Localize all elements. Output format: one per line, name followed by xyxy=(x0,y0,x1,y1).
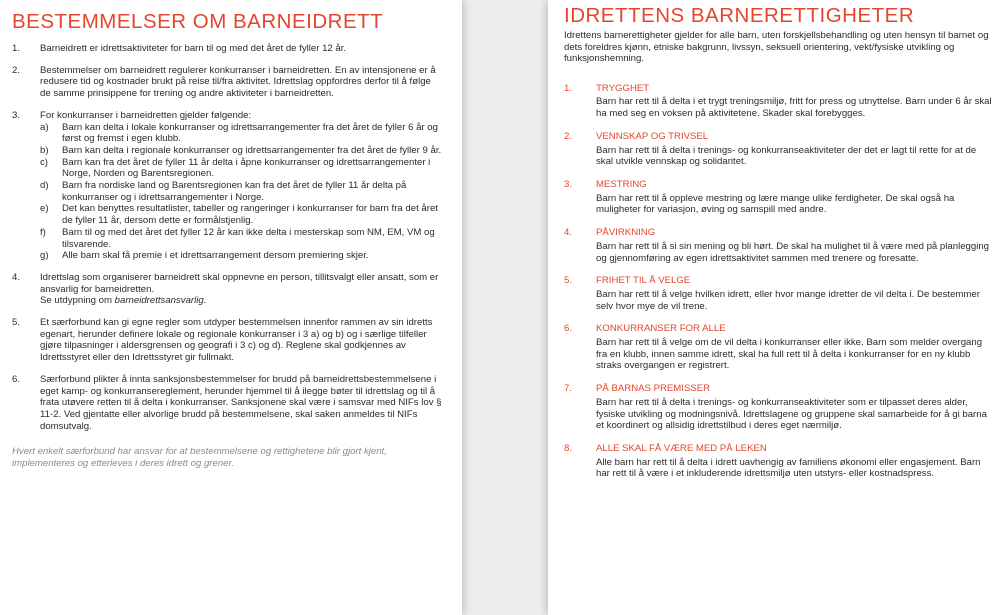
intro-text: Idrettens barnerettigheter gjelder for alle barn, uten forskjellsbehandling og uten hensyn til barnet og dets foreldres kjønn, etniske bakgrunn, livssyn, seksuell orientering, vekt/fysiske utvikling og funksjonshemning. xyxy=(564,30,989,65)
rule-text: Bestemmelser om barneidrett regulerer konkurranser i barneidretten. En av intensjonene er å redusere tid og kostnader brukt på reise til/fra aktivitet. Idrettslag oppfordres derfor til å følge de samme prinsippene for trening og andre aktiviteter i barneidretten. xyxy=(40,64,436,100)
right-item-text: Barn har rett til å delta i trenings- og konkurranseaktiviteter der det er lagt til rette for at de skal utvikle vennskap og solidaritet. xyxy=(596,144,977,168)
right-page-title: IDRETTENS BARNERETTIGHETER xyxy=(564,4,915,27)
sub-text: Det kan benyttes resultatlister, tabeller og rangeringer i konkurranser for barn fra det året de fyller 11 år, dersom dette er formålstjenlig. xyxy=(62,203,438,227)
rule-text: Idrettslag som organiserer barneidrett skal oppnevne en person, tillitsvalgt eller ansatt, som er ansvarlig for barneidretten. xyxy=(40,271,439,295)
rule-text: For konkurranser i barneidretten gjelder følgende: xyxy=(40,109,252,121)
sub-item-b xyxy=(40,145,444,157)
sub-letter: a) xyxy=(40,121,49,133)
barneidrettsansvarlig-link[interactable]: barneidrettsansvarlig. xyxy=(114,295,207,307)
right-item-number: 1. xyxy=(564,82,573,94)
rule-number: 1. xyxy=(12,43,21,54)
right-item-title: FRIHET TIL Å VELGE xyxy=(596,275,691,287)
sub-letter: g) xyxy=(40,250,49,262)
rule-item-5 xyxy=(12,317,444,364)
sub-item-e xyxy=(40,203,444,226)
right-item-number: 8. xyxy=(564,442,573,454)
sub-text: Barn til og med det året det fyller 12 år kan ikke delta i mesterskap som NM, EM, VM og tilsvarende. xyxy=(62,226,435,250)
sub-item-a xyxy=(40,122,444,145)
right-item-3 xyxy=(564,179,993,216)
sub-item-d xyxy=(40,180,444,203)
rule-text: Barneidrett er idrettsaktiviteter for barn til og med det året de fyller 12 år. xyxy=(40,43,347,54)
right-item-number: 7. xyxy=(564,383,573,395)
rule-reference-prefix: Se utdypning om xyxy=(40,295,115,307)
right-item-number: 5. xyxy=(564,275,573,287)
right-item-5 xyxy=(564,275,993,312)
rule-number: 4. xyxy=(12,271,21,283)
right-item-title: VENNSKAP OG TRIVSEL xyxy=(596,130,709,142)
right-item-title: KONKURRANSER FOR ALLE xyxy=(596,323,726,335)
rule-number: 2. xyxy=(12,64,21,76)
sub-letter: d) xyxy=(40,180,49,192)
sub-text: Alle barn skal få premie i et idrettsarrangement dersom premiering skjer. xyxy=(62,250,369,262)
right-item-title: PÅVIRKNING xyxy=(596,227,656,239)
left-page-title: BESTEMMELSER OM BARNEIDRETT xyxy=(12,10,384,33)
rule-number: 6. xyxy=(12,373,21,385)
sub-letter: e) xyxy=(40,203,49,215)
sub-letter: c) xyxy=(40,156,48,168)
right-item-text: Barn har rett til å si sin mening og bli hørt. De skal ha mulighet til å være med på planlegging og gjennomføring av egen idrettsaktivitet sammen med trenere og foresatte. xyxy=(596,240,990,264)
rule-item-1 xyxy=(12,43,444,55)
rule-body xyxy=(40,272,444,307)
sub-letter: f) xyxy=(40,226,46,238)
sub-item-f xyxy=(40,227,444,250)
right-item-number: 3. xyxy=(564,179,573,190)
sub-item-g xyxy=(40,250,444,262)
rule-number: 5. xyxy=(12,317,21,329)
right-page xyxy=(548,0,1005,615)
sub-letter: b) xyxy=(40,144,49,156)
rule-text: Et særforbund kan gi egne regler som utdyper bestemmelsen innenfor rammen av sin idretts egenart, herunder definere lokale og regionale konkurranser i 3 a) og b) og i særlige tilfeller gjøre tilpasninger i aldersgrensen og geografi i 3 c) og d). Reglene skal godkjennes av Idrettsstyret eller den Idrettsstyret gir fullmakt. xyxy=(40,317,433,364)
right-item-6 xyxy=(564,323,993,372)
left-page xyxy=(0,0,462,615)
right-item-2 xyxy=(564,131,993,168)
sub-text: Barn kan delta i regionale konkurranser og idrettsarrangementer fra det året de fyller 9 år. xyxy=(62,144,442,156)
rule-body xyxy=(40,110,444,262)
right-item-text: Barn har rett til å oppleve mestring og lære mange ulike ferdigheter. De skal også ha muligheter for variasjon, øving og samspill med andre. xyxy=(596,192,955,216)
sub-item-c xyxy=(40,157,444,180)
footer-note: Hvert enkelt særforbund har ansvar for at bestemmelsene og rettighetene blir gjort kjent, implementeres og etterleves i deres idrett og grener. xyxy=(12,446,387,470)
rule-item-2 xyxy=(12,65,444,100)
right-item-text: Barn har rett til å delta i trenings- og konkurranseaktiviteter som er tilpasset deres alder, fysiske utvikling og modningsnivå. Idrettslagene og gruppene skal samarbeide for å gi barna et koordinert og allsidig idrettstilbud i deres eget nærmiljø. xyxy=(596,396,987,432)
rule-number: 3. xyxy=(12,109,21,121)
right-item-number: 2. xyxy=(564,130,573,142)
right-item-text: Alle barn har rett til å delta i idrett uavhengig av familiens økonomi eller engasjement. Barn har rett til å være i et inkluderende idrettsmiljø uten utstyrs- eller kostnadspress. xyxy=(596,456,981,480)
rule-item-4 xyxy=(12,272,444,307)
right-item-text: Barn har rett til å delta i et trygt treningsmiljø, fritt for press og utnyttelse. Barn under 6 år skal ha med seg en voksen på aktivitetene. Skader skal forebygges. xyxy=(596,96,992,120)
right-item-text: Barn har rett til å velge om de vil delta i konkurranser eller ikke. Barn som melder overgang fra en klubb, innen samme idrett, skal ha full rett til å delta i konkurranser for en ny klubb straks overgangen er registrert. xyxy=(596,337,983,372)
sub-text: Barn kan fra det året de fyller 11 år delta i åpne konkurranser og idrettsarrangementer i Norge, Norden og Barentsregionen. xyxy=(62,156,431,180)
right-item-title: PÅ BARNAS PREMISSER xyxy=(596,383,711,395)
rule-text: Særforbund plikter å innta sanksjonsbestemmelser for brudd på barneidrettsbestemmelsene i eget kamp- og konkurransereglement, herunder hjemmel til å ilegge bøter til idrettslag og til å frata utøvere retten til å delta i konkurranser. Sanksjonene skal være i samsvar med NIFs lov § 11-2. Ved gjentatte eller alvorlige brudd på bestemmelsene, skal saken anmeldes til NIFs domsutvalg. xyxy=(40,373,442,432)
right-item-number: 6. xyxy=(564,323,573,335)
right-item-4 xyxy=(564,227,993,264)
rule-item-3 xyxy=(12,110,444,262)
right-item-number: 4. xyxy=(564,227,573,239)
right-item-title: MESTRING xyxy=(596,179,647,190)
right-item-text: Barn har rett til å velge hvilken idrett, eller hvor mange idretter de vil delta i. De bestemmer selv hvor mye de vil trene. xyxy=(596,288,980,312)
right-item-1 xyxy=(564,83,993,120)
right-item-8 xyxy=(564,443,993,480)
right-item-title: TRYGGHET xyxy=(596,82,650,94)
sub-text: Barn fra nordiske land og Barentsregionen kan fra det året de fyller 11 år delta på konkurranser og i idrettsarrangementer i Norge. xyxy=(62,180,407,203)
right-item-7 xyxy=(564,383,993,432)
sub-text: Barn kan delta i lokale konkurranser og idrettsarrangementer fra det året de fyller 6 år og først og fremst i egen klubb. xyxy=(62,121,438,145)
rule-item-6 xyxy=(12,374,444,433)
right-item-title: ALLE SKAL FÅ VÆRE MED PÅ LEKEN xyxy=(596,442,767,454)
